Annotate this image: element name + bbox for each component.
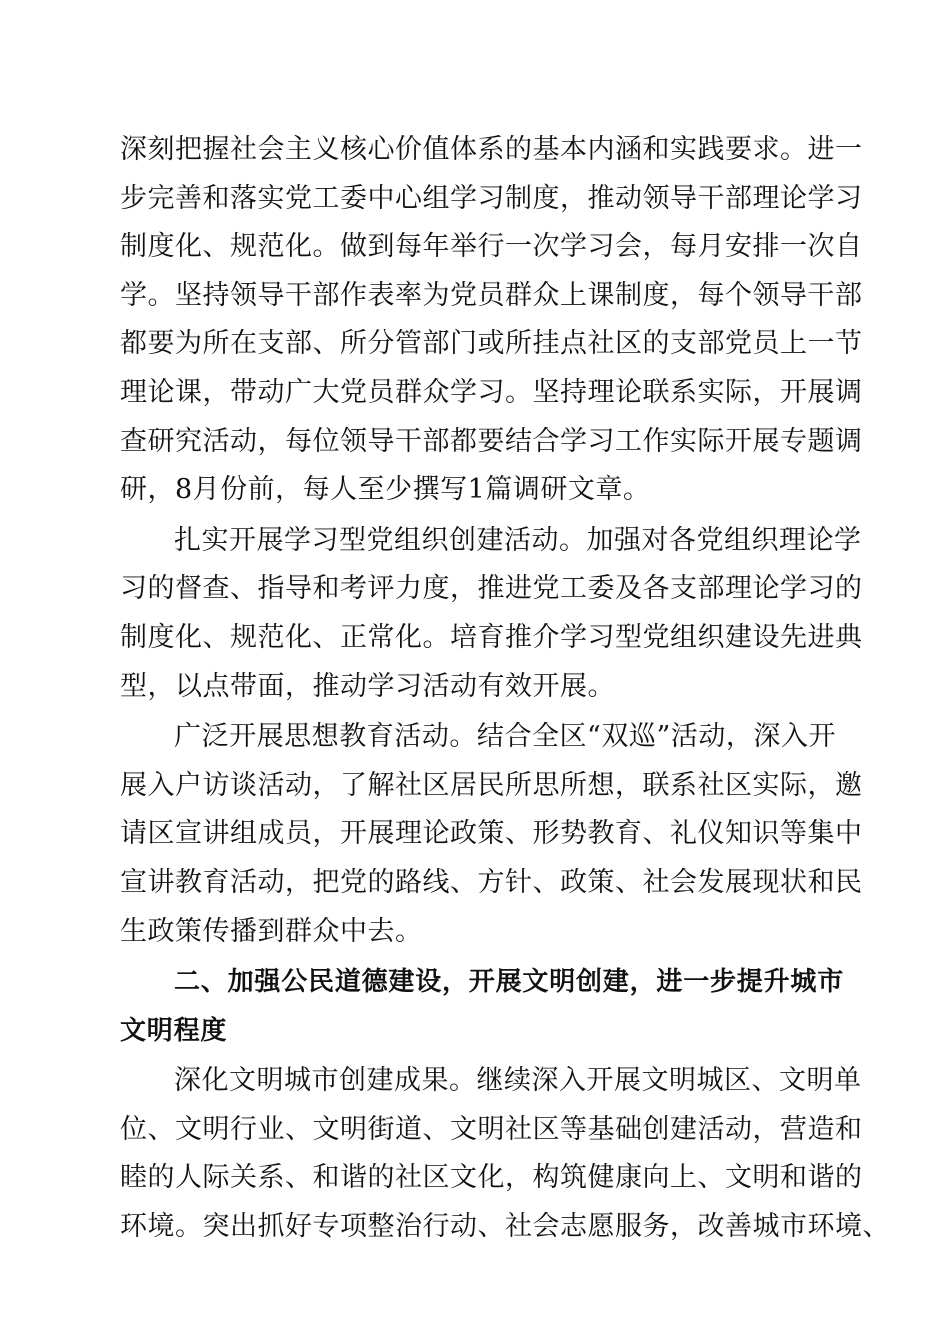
paragraph <box>120 1057 890 1251</box>
text-line: 制度化、规范化、正常化。培育推介学习型党组织建设先进典 <box>120 621 863 653</box>
text-line: 深刻把握社会主义核心价值体系的基本内涵和实践要求。进一 <box>120 134 863 165</box>
text-line: 步完善和落实党工委中心组学习制度，推动领导干部理论学习 <box>120 182 863 214</box>
text-line: 位、文明行业、文明街道、文明社区等基础创建活动，营造和 <box>120 1113 863 1145</box>
document-body <box>120 126 890 1252</box>
text-line: 制度化、规范化。做到每年举行一次学习会，每月安排一次自 <box>120 231 863 263</box>
text-line: 研，8月份前，每人至少撰写1篇调研文章。 <box>120 474 651 506</box>
text-line: 环境。突出抓好专项整治行动、社会志愿服务，改善城市环境、 <box>120 1211 890 1243</box>
text-line: 扎实开展学习型党组织创建活动。加强对各党组织理论学 <box>174 524 862 556</box>
heading-line: 文明程度 <box>120 1015 228 1046</box>
text-line: 习的督查、指导和考评力度，推进党工委及各支部理论学习的 <box>120 573 863 605</box>
heading-line: 二、加强公民道德建设，开展文明创建，进一步提升城市 <box>174 967 845 998</box>
text-line: 展入户访谈活动，了解社区居民所思所想，联系社区实际，邀 <box>120 769 863 801</box>
text-line: 学。坚持领导干部作表率为党员群众上课制度，每个领导干部 <box>120 279 863 311</box>
section-heading <box>120 958 845 1055</box>
text-line: 型，以点带面，推动学习活动有效开展。 <box>120 670 615 702</box>
text-line: 都要为所在支部、所分管部门或所挂点社区的支部党员上一节 <box>120 328 863 360</box>
text-line: 深化文明城市创建成果。继续深入开展文明城区、文明单 <box>174 1065 862 1097</box>
text-line: 睦的人际关系、和谐的社区文化，构筑健康向上、文明和谐的 <box>120 1162 863 1194</box>
paragraph <box>120 126 863 515</box>
text-line: 查研究活动，每位领导干部都要结合学习工作实际开展专题调 <box>120 425 863 457</box>
text-line: 生政策传播到群众中去。 <box>120 915 423 947</box>
text-line: 宣讲教育活动，把党的路线、方针、政策、社会发展现状和民 <box>120 866 863 898</box>
text-line: 广泛开展思想教育活动。结合全区“双巡”活动，深入开 <box>174 721 836 753</box>
text-line: 理论课，带动广大党员群众学习。坚持理论联系实际，开展调 <box>120 376 863 408</box>
paragraph <box>120 713 863 956</box>
paragraph <box>120 517 863 711</box>
text-line: 请区宣讲组成员，开展理论政策、形势教育、礼仪知识等集中 <box>120 818 863 850</box>
